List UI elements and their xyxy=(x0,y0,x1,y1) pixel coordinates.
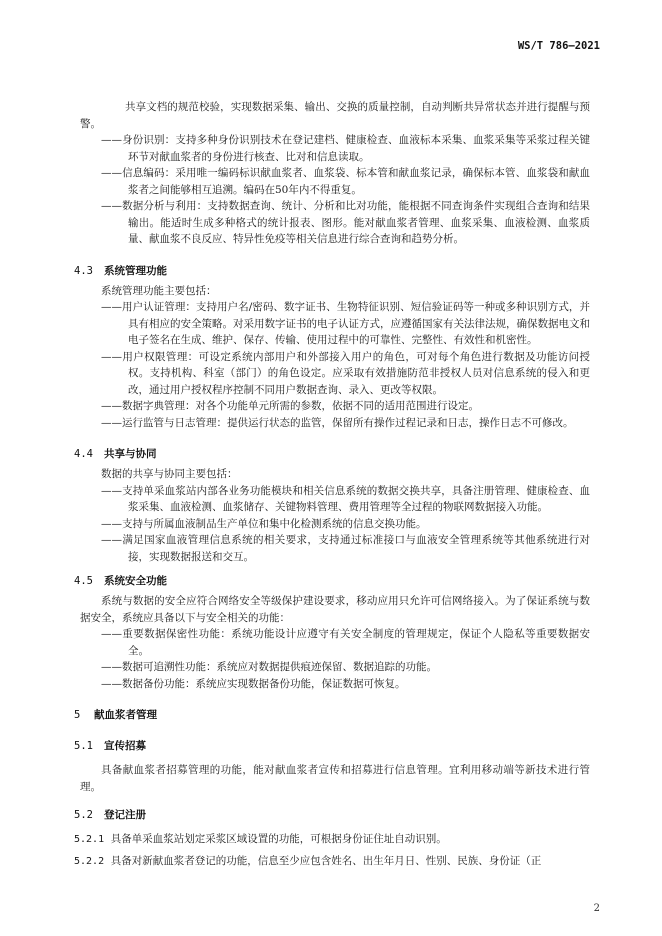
page-number: 2 xyxy=(593,903,600,914)
list-item: ——重要数据保密性功能：系统功能设计应遵守有关安全制度的管理规定，保证个人隐私等重要数据安全。 xyxy=(101,628,590,657)
section-4-5 xyxy=(74,573,590,692)
clause-number: 5.2.1 xyxy=(74,834,105,845)
section-number: 4.5 xyxy=(74,575,93,587)
section-4-3 xyxy=(74,263,590,432)
list-item: ——支持与所属血液制品生产单位和集中化检测系统的信息交换功能。 xyxy=(101,517,427,530)
continued-paragraph: 共享文档的规范校验，实现数据采集、输出、交换的质量控制，自动判断共异常状态并进行提醒与预警。 xyxy=(80,101,590,130)
section-title: 登记注册 xyxy=(104,809,146,821)
section-4-4 xyxy=(74,446,590,565)
section-5-2 xyxy=(74,807,590,870)
clause-number: 5.2.2 xyxy=(74,855,105,867)
section-title: 共享与协同 xyxy=(104,448,157,460)
block-continuation xyxy=(80,99,590,248)
list-item: ——数据可追溯性功能：系统应对数据提供痕迹保留、数据追踪的功能。 xyxy=(101,661,437,673)
chapter-number: 5 xyxy=(74,709,81,721)
clause-text: 具备单采血浆站划定采浆区域设置的功能，可根据身份证住址自动识别。 xyxy=(110,833,447,845)
section-intro: 系统管理功能主要包括： xyxy=(101,284,217,297)
section-title: 系统管理功能 xyxy=(104,264,167,277)
chapter-5 xyxy=(74,707,590,723)
section-heading xyxy=(74,738,590,754)
section-intro: 数据的共享与协同主要包括： xyxy=(101,468,238,480)
list-item: ——用户权限管理：可设定系统内部用户和外部接入用户的角色，可对每个角色进行数据及功能访问授权。支持机构、科室（部门）的角色设定。应采取有效措施防范非授权人员对信息系统的侵入和更改，通过用户授权程序控制不同用户数据查询、录入、更改等权限。 xyxy=(101,350,590,396)
section-heading xyxy=(74,446,590,462)
section-heading xyxy=(74,263,590,279)
section-number: 5.1 xyxy=(74,740,93,752)
section-title: 宣传招募 xyxy=(104,740,146,752)
list-item: ——数据字典管理：对各个功能单元所需的参数，依据不同的适用范围进行设定。 xyxy=(101,400,479,412)
list-item: ——满足国家血液管理信息系统的相关要求，支持通过标准接口与血液安全管理系统等其他系统进行对接，实现数据报送和交互。 xyxy=(101,534,590,563)
section-title: 系统安全功能 xyxy=(104,575,167,587)
document-code-header: WS/T 786—2021 xyxy=(517,40,600,52)
section-5-1 xyxy=(74,738,590,795)
clause-text: 具备对新献血浆者登记的功能，信息至少应包含姓名、出生年月日、性别、民族、身份证（正 xyxy=(110,854,542,867)
section-heading xyxy=(74,807,590,823)
section-number: 4.3 xyxy=(74,264,93,277)
clause-item xyxy=(74,831,590,849)
section-heading xyxy=(74,573,590,589)
section-text: 具备献血浆者招募管理的功能，能对献血浆者宣传和招募进行信息管理。宜利用移动端等新技术进行管理。 xyxy=(80,764,590,793)
list-item: ——信息编码：采用唯一编码标识献血浆者、血浆袋、标本管和献血浆记录，确保标本管、血浆袋和献血浆者之间能够相互追溯。编码在50年内不得重复。 xyxy=(101,167,590,196)
section-intro: 系统与数据的安全应符合网络安全等级保护建设要求，移动应用只允许可信网络接入。为了保证系统与数据安全，系统应具备以下与安全相关的功能： xyxy=(80,595,590,624)
document-body xyxy=(74,99,590,870)
list-item: ——用户认证管理：支持用户名/密码、数字证书、生物特征识别、短信验证码等一种或多种识别方式，并具有相应的安全策略。对采用数字证书的电子认证方式，应遵循国家有关法律法规，确保数据电文和电子签名在生成、维护、保存、传输、使用过程中的可靠性、完整性、有效性和机密性。 xyxy=(101,301,590,346)
list-item: ——身份识别：支持多种身份识别技术在登记建档、健康检查、血液标本采集、血浆采集等采浆过程关键环节对献血浆者的身份进行核查、比对和信息读取。 xyxy=(101,134,590,163)
clause-item xyxy=(74,853,590,871)
list-item: ——支持单采血浆站内部各业务功能模块和相关信息系统的数据交换共享，具备注册管理、健康检查、血浆采集、血液检测、血浆储存、关键物料管理、费用管理等全过程的物联网数据接入功能。 xyxy=(101,484,590,513)
list-item: ——运行监管与日志管理：提供运行状态的监管，保留所有操作过程记录和日志，操作日志不可修改。 xyxy=(101,416,574,429)
section-number: 4.4 xyxy=(74,448,93,460)
chapter-title: 献血浆者管理 xyxy=(94,709,157,721)
list-item: ——数据备份功能：系统应实现数据备份功能，保证数据可恢复。 xyxy=(101,677,406,690)
chapter-heading xyxy=(74,707,590,723)
list-item: ——数据分析与利用：支持数据查询、统计、分析和比对功能，能根据不同查询条件实现组合查询和结果输出。能适时生成多种格式的统计报表、图形。能对献血浆者管理、血浆采集、血液检测、血浆质量、献血浆不良反应、特异性免疫等相关信息进行综合查询和趋势分析。 xyxy=(101,200,590,245)
section-number: 5.2 xyxy=(74,809,93,821)
